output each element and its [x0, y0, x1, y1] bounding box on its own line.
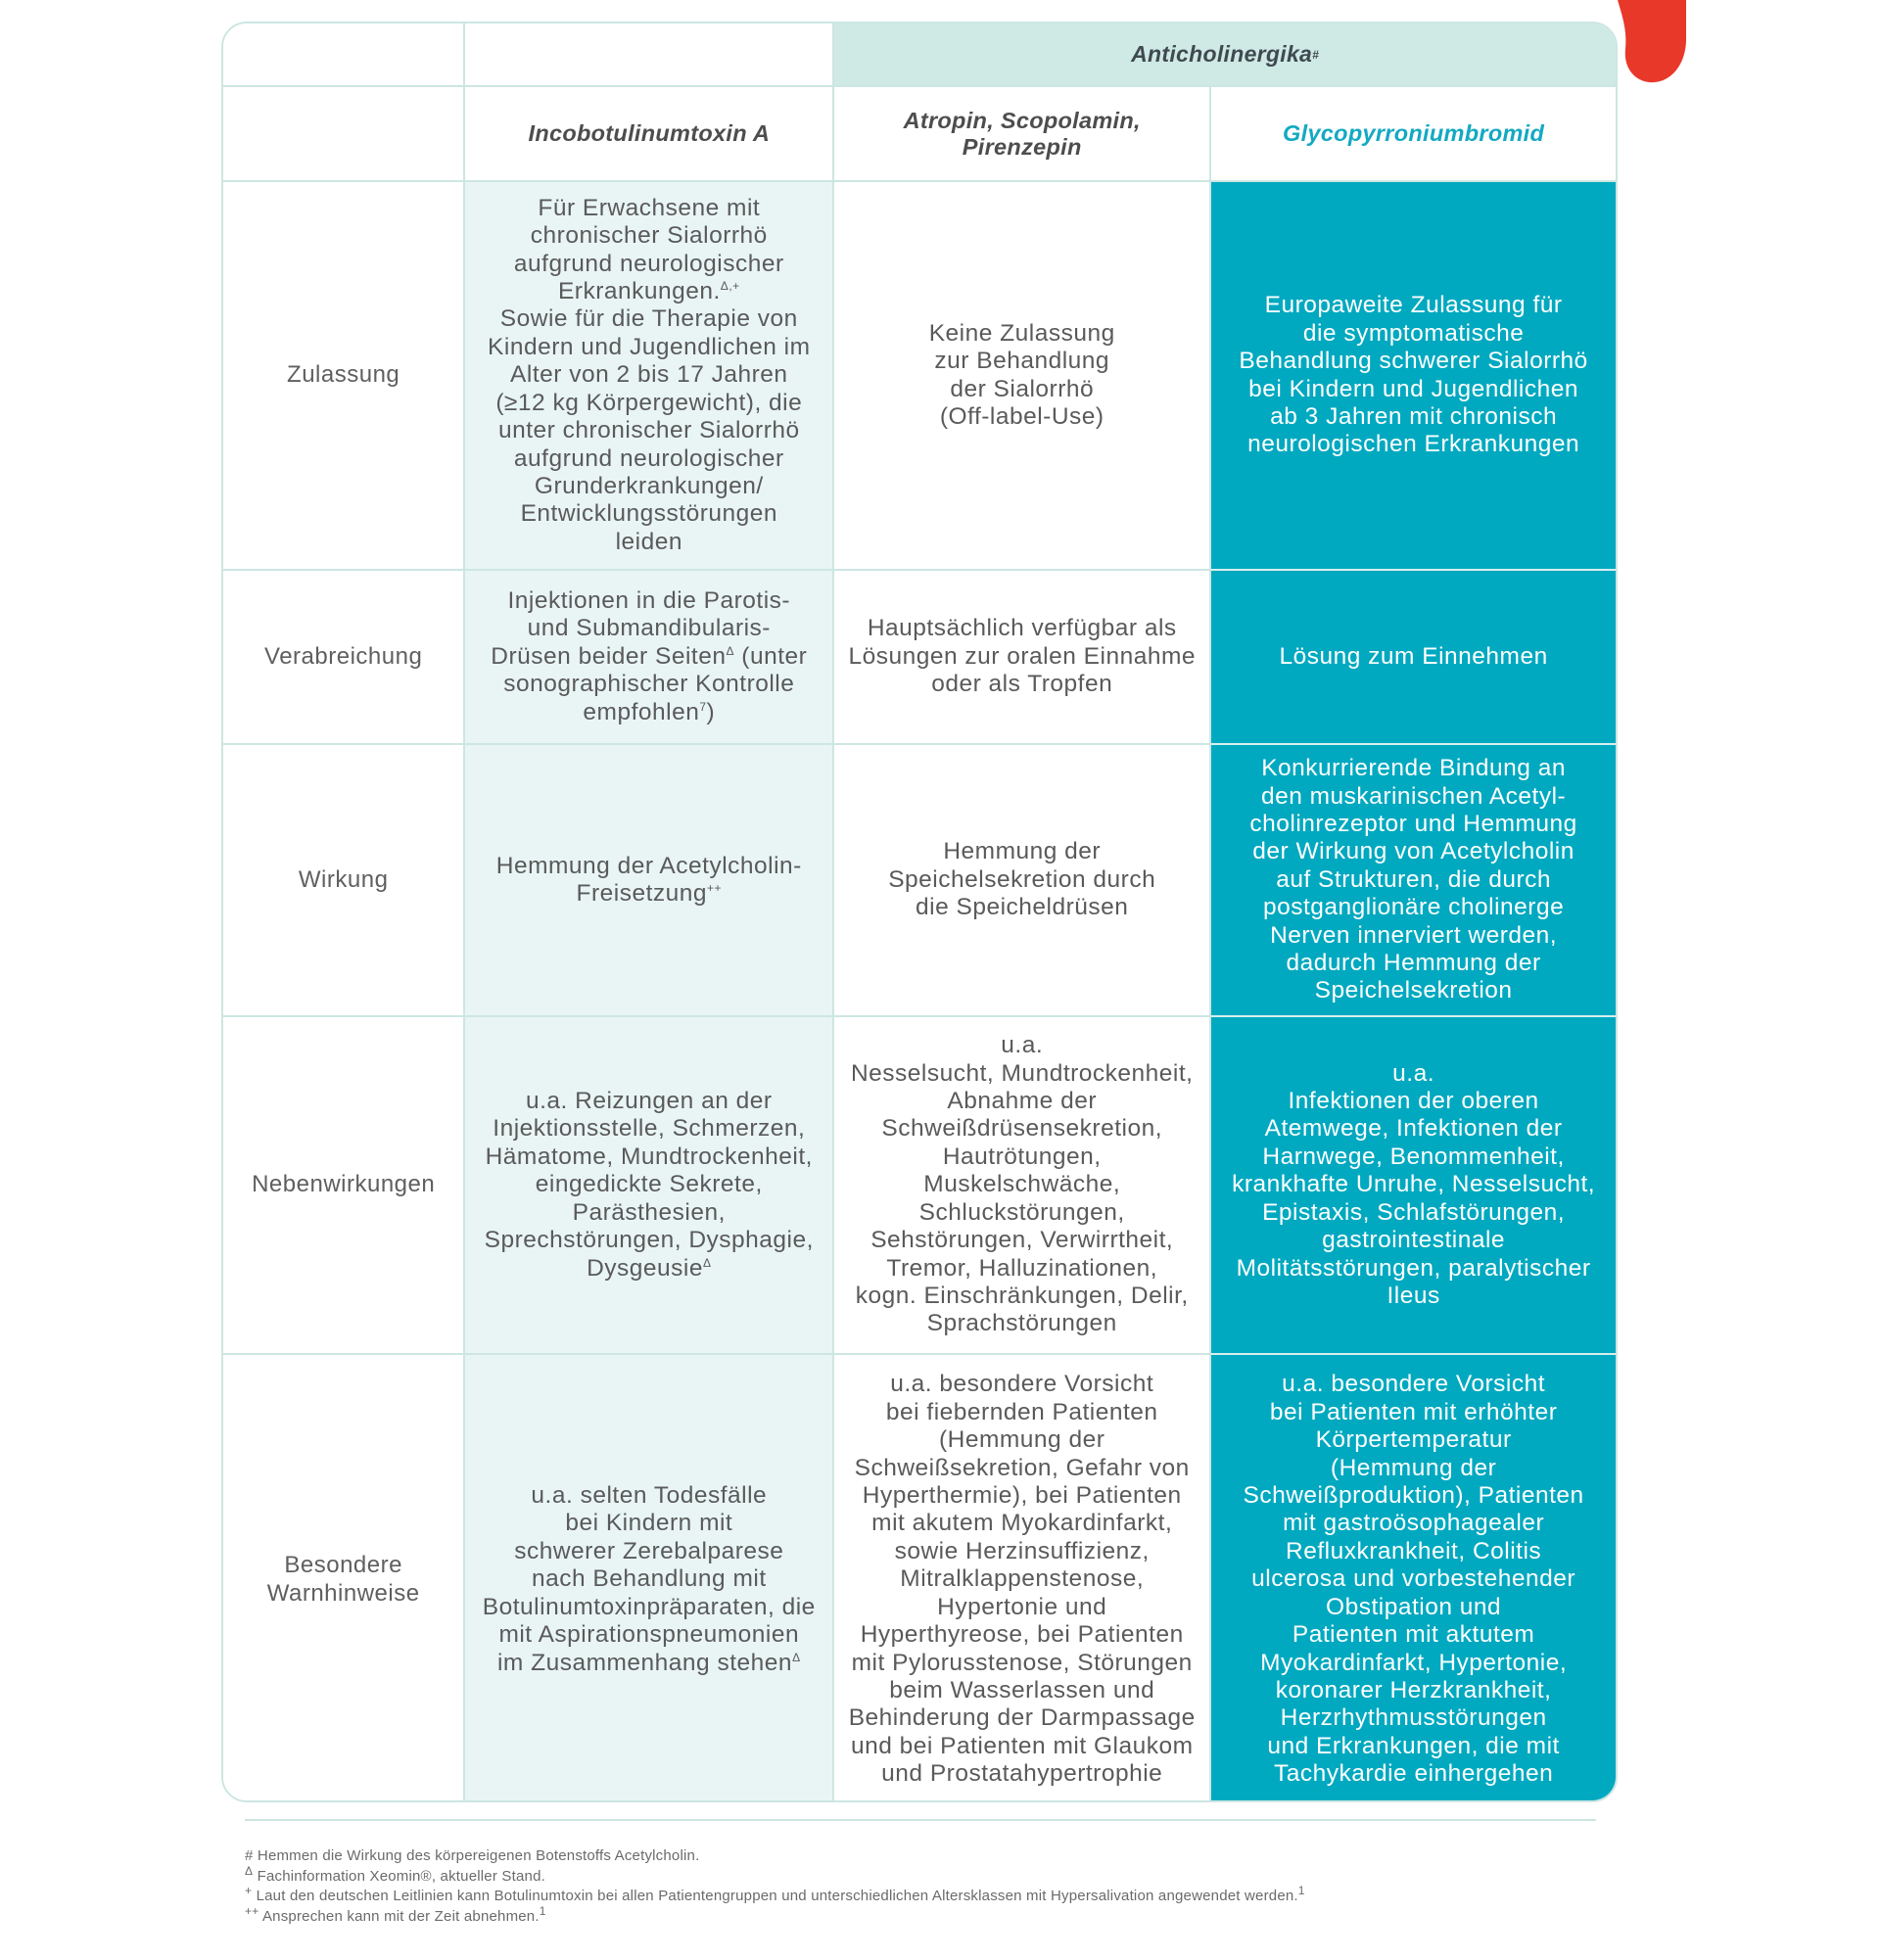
table-row-wirkung — [223, 745, 1616, 1017]
warnhinweise-glycopyrroniumbromid: u.a. besondere Vorsicht bei Patienten mit erhöhter Körpertemperatur (Hemmung der Schweißproduktion), Patienten mit gastroösophagealer Refluxkrankheit, Colitis ulcerosa und vorbestehender Obstipation und Patienten mit aktutem Myokardinfarkt, Hypertonie, koronarer Herzkrankheit, Herzrhythmusstörungen und Erkrankungen, die mit Tachykardie einhergehen — [1211, 1355, 1616, 1802]
footnote-divider — [245, 1819, 1596, 1821]
nebenwirkungen-atropin: u.a. Nesselsucht, Mundtrockenheit, Abnahme der Schweißdrüsensekretion, Hautrötungen, Muskelschwäche, Schluckstörungen, Sehstörungen, Verwirrtheit, Tremor, Halluzinationen, kogn. Einschränkungen, Delir, Sprachstörungen — [834, 1017, 1211, 1355]
comparison-table — [221, 22, 1618, 1802]
table-row-verabreichung — [223, 571, 1616, 745]
row-label-nebenwirkungen: Nebenwirkungen — [223, 1017, 465, 1355]
group-header-row — [223, 23, 1616, 87]
table-row-warnhinweise — [223, 1355, 1616, 1802]
wirkung-glycopyrroniumbromid: Konkurrierende Bindung an den muskarinischen Acetyl- cholinrezeptor und Hemmung der Wirkung von Acetylcholin auf Strukturen, die durch postganglionäre cholinerge Nerven innerviert werden, dadurch Hemmung der Speichelsekretion — [1211, 745, 1616, 1017]
incobotulinumtoxin-header: Incobotulinumtoxin A — [465, 87, 834, 182]
warnhinweise-atropin: u.a. besondere Vorsicht bei fiebernden Patienten (Hemmung der Schweißsekretion, Gefahr von Hyperthermie), bei Patienten mit akutem Myokardinfarkt, sowie Herzinsuffizienz, Mitralklappenstenose, Hypertonie und Hyperthyreose, bei Patienten mit Pylorusstenose, Störungen beim Wasserlassen und Behinderung der Darmpassage und bei Patienten mit Glaukom und Prostatahypertrophie — [834, 1355, 1211, 1802]
footnote-1: # Hemmen die Wirkung des körpereigenen Botenstoffs Acetylcholin. — [245, 1847, 700, 1864]
row-label-header — [223, 87, 465, 182]
row-label-zulassung: Zulassung — [223, 182, 465, 571]
footnote-4: ++ Ansprechen kann mit der Zeit abnehmen.$^1$ — [245, 1903, 546, 1925]
warnhinweise-incobotulinumtoxin: u.a. selten Todesfälle bei Kindern mit schwerer Zerebalparese nach Behandlung mit Botulinumtoxinpräparaten, die mit Aspirationspneumonien im Zusammenhang stehen$^\Delta$ — [465, 1355, 834, 1802]
zulassung-atropin: Keine Zulassung zur Behandlung der Sialorrhö (Off-label-Use) — [834, 182, 1211, 571]
column-header-row — [223, 87, 1616, 182]
empty-header-cell — [465, 23, 834, 87]
footnotes — [245, 1846, 1616, 1927]
nebenwirkungen-glycopyrroniumbromid: u.a. Infektionen der oberen Atemwege, Infektionen der Harnwege, Benommenheit, krankhafte Unruhe, Nesselsucht, Epistaxis, Schlafstörungen, gastrointestinale Molitätsstörungen, paralytischer Ileus — [1211, 1017, 1616, 1355]
wirkung-atropin: Hemmung der Speichelsekretion durch die Speicheldrüsen — [834, 745, 1211, 1017]
table-row-nebenwirkungen — [223, 1017, 1616, 1355]
zulassung-incobotulinumtoxin: Für Erwachsene mit chronischer Sialorrhö aufgrund neurologischer Erkrankungen.$^{\Delta,+}$ Sowie für die Therapie von Kindern und Jugendlichen im Alter von 2 bis 17 Jahren (≥12 kg Körpergewicht), die unter chronischer Sialorrhö aufgrund neurologischer Grunderkrankungen/ Entwicklungsstörungen leiden — [465, 182, 834, 571]
wirkung-incobotulinumtoxin: Hemmung der Acetylcholin- Freisetzung++ — [465, 745, 834, 1017]
row-label-verabreichung: Verabreichung — [223, 571, 465, 745]
verabreichung-glycopyrroniumbromid: Lösung zum Einnehmen — [1211, 571, 1616, 745]
row-label-warnhinweise: Besondere Warnhinweise — [223, 1355, 465, 1802]
row-label-wirkung: Wirkung — [223, 745, 465, 1017]
atropin-header: Atropin, Scopolamin, Pirenzepin — [834, 87, 1211, 182]
red-drop-icon — [1616, 0, 1686, 84]
footnote-2: $^\Delta$ Fachinformation Xeomin®, aktueller Stand. — [245, 1863, 545, 1885]
verabreichung-incobotulinumtoxin: Injektionen in die Parotis- und Submandibularis- Drüsen beider Seiten$^\Delta$ (unter sonographischer Kontrolle empfohlen$^7$) — [465, 571, 834, 745]
zulassung-glycopyrroniumbromid: Europaweite Zulassung für die symptomatische Behandlung schwerer Sialorrhö bei Kindern und Jugendlichen ab 3 Jahren mit chronisch neurologischen Erkrankungen — [1211, 182, 1616, 571]
group-label: Anticholinergika — [1131, 41, 1313, 68]
nebenwirkungen-incobotulinumtoxin: u.a. Reizungen an der Injektionsstelle, Schmerzen, Hämatome, Mundtrockenheit, eingedickte Sekrete, Parästhesien, Sprechstörungen, Dysphagie, Dysgeusie$^\Delta$ — [465, 1017, 834, 1355]
footnote-3: + Laut den deutschen Leitlinien kann Botulinumtoxin bei allen Patientengruppen und unterschiedlichen Altersklassen mit Hypersalivation angewendet werden.$^1$ — [245, 1884, 1305, 1904]
empty-corner-cell — [223, 23, 465, 87]
anticholinergika-header: Anticholinergika # — [834, 23, 1616, 87]
verabreichung-atropin: Hauptsächlich verfügbar als Lösungen zur oralen Einnahme oder als Tropfen — [834, 571, 1211, 745]
glycopyrroniumbromid-header: Glycopyrroniumbromid — [1211, 87, 1616, 182]
table-row-zulassung — [223, 182, 1616, 571]
